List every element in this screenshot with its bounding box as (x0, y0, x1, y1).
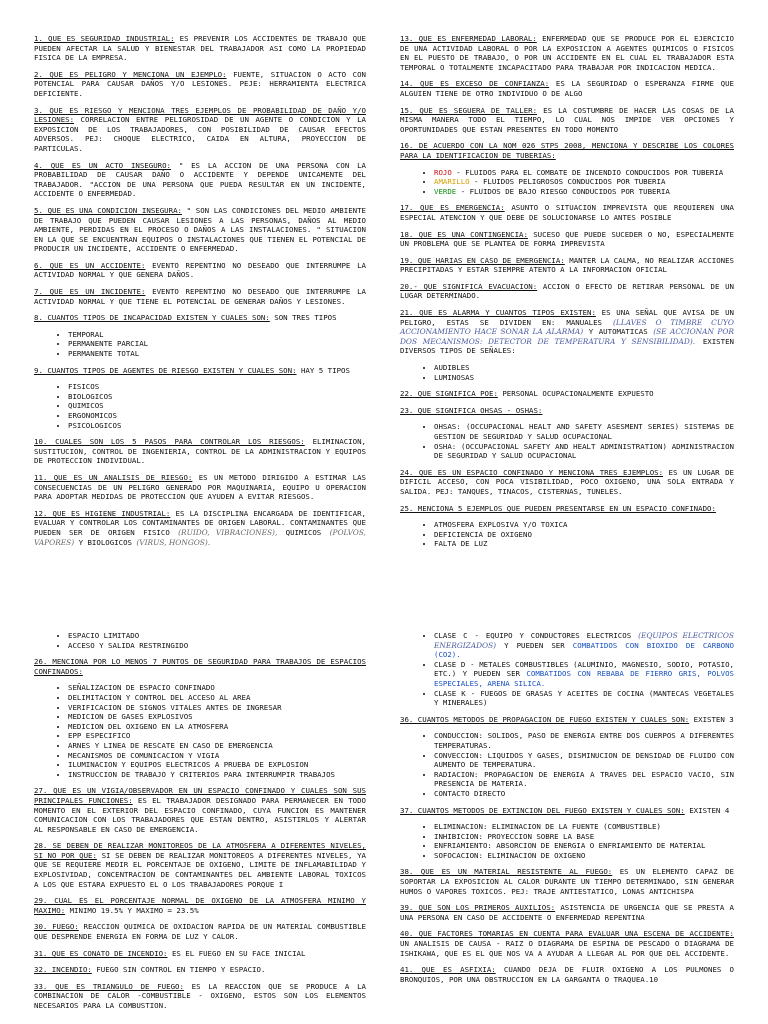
answer-note: (VIRUS, HONGOS). (136, 537, 211, 547)
list-item: • ILUMINACION Y EQUIPOS ELECTRICOS A PRUEBA DE EXPLOSION (68, 760, 366, 770)
bullet-list (400, 731, 734, 798)
list-item (434, 689, 734, 708)
question-heading: 17. QUE ES EMERGENCIA: (400, 203, 505, 213)
list-item: • MECANISMOS DE COMUNICACION Y VIGIA (68, 751, 366, 761)
list-item: • RADIACION: PROPAGACION DE ENERGIA A TRAVES DEL ESPACIO VACIO, SIN PRESENCIA DE MATERIA. (434, 770, 734, 789)
list-item: • BIOLOGICOS (68, 392, 366, 402)
question-heading: 36. CUANTOS METODOS DE PROPAGACION DE FUEGO EXISTEN Y CUALES SON: (400, 714, 690, 724)
question-heading: 2. QUE ES PELIGRO Y MENCIONA UN EJEMPLO: (34, 69, 227, 79)
fire-class-list (400, 631, 734, 708)
answer-text: ASUNTO O SITUACION IMPREVISTA QUE REQUIEREN UNA ESPECIAL ATENCION Y QUE DEBE DE SOLUCIONARSE LO ANTES POSIBLE (400, 203, 735, 222)
answer-text: ES UN ELEMENTO CAPAZ DE SOPORTAR LA EXPOSICION AL CALOR DURANTE UN TIEMPO DETERMINADO, SIN GENERAR HUMOS O VAPORES TOXICOS. PEJ: TRAJE ANTIESTATICO, LONAS ANTICHISPA (400, 867, 734, 896)
question-paragraph (34, 982, 366, 1011)
question-heading: 39. QUE SON LOS PRIMEROS AUXILIOS: (400, 903, 556, 913)
question-heading: 21. QUE ES ALARMA Y CUANTOS TIPOS EXISTEN: (400, 308, 596, 318)
answer-text: " SON LAS CONDICIONES DEL MEDIO AMBIENTE DE TRABAJO QUE PUEDEN CAUSAR LESIONES A LAS PERSONAS, DAÑOS AL MEDIO AMBIENTE, PERDIDAS EN EL PROCESO O DAÑOS A LAS INSTALACIONES. " SITUACION EN LA QUE SE ENCUENTRAN EQUIPOS O INSTALACIONES QUE TIENEN EL POTENCIAL DE PRODUCIR UN INCIDENTE, ACCIDENTE O ENFERMEDAD. (34, 205, 366, 254)
question-paragraph (34, 657, 366, 676)
question-heading: 33. QUE ES TRIANGULO DE FUEGO: (34, 981, 184, 991)
list-item (434, 660, 734, 689)
class-text: Y PUEDEN SER (496, 640, 573, 650)
question-heading: 28. SE DEBEN DE REALIZAR MONITOREOS DE LA ATMOSFERA A DIFERENTES NIVELES, SI NO POR QUE: (34, 841, 366, 860)
class-extinguish: COMBATIDOS CON BIOXIDO DE CARBONO (CO2). (434, 640, 734, 660)
question-heading: 18. QUE ES UNA CONTINGENCIA: (400, 229, 528, 239)
question-paragraph (34, 922, 366, 941)
answer-text: ES UN LUGAR DE DIFICIL ACCESO, CON POCA VISIBILIDAD, POCO OXIGENO, UNA SOLA ENTRADA Y SALIDA. PEJ: TANQUES, TINACOS, CISTERNAS, TUNELES. (400, 467, 734, 496)
list-item: • VERIFICACION DE SIGNOS VITALES ANTES DE INGRESAR (68, 703, 366, 713)
list-item: • ELIMINACION: ELIMINACION DE LA FUENTE (COMBUSTIBLE) (434, 822, 734, 832)
question-heading: 20.- QUE SIGNIFICA EVACUACION: (400, 281, 538, 291)
color-description: - FLUIDOS PARA EL COMBATE DE INCENDIO CONDUCIDOS POR TUBERIA (451, 167, 724, 177)
class-text: CLASE K - FUEGOS DE GRASAS Y ACEITES DE COCINA (MANTECAS VEGETALES Y MINERALES) (434, 688, 734, 708)
list-item: • OSHA: (OCCUPACIONAL SAFETY AND HEALT ADMINISTRATION) ADMINISTRACION DE SEGURIDAD Y SALUD OCUPACIONAL (434, 442, 734, 461)
list-item (434, 631, 734, 660)
question-heading: 6. QUE ES UN ACCIDENTE: (34, 260, 146, 270)
question-heading: 7. QUE ES UN INCIDENTE: (34, 287, 146, 297)
question-paragraph (400, 203, 734, 222)
list-item: • ATMOSFERA EXPLOSIVA Y/O TOXICA (434, 520, 734, 530)
color-description: - FLUIDOS DE BAJO RIESGO CONDUCIDOS POR TUBERIA (456, 186, 670, 196)
answer-text: Y BIOLOGICOS (74, 537, 137, 547)
list-item (434, 177, 734, 187)
list-item: • ACCESO Y SALIDA RESTRINGIDO (68, 641, 366, 651)
question-paragraph (400, 282, 734, 301)
bullet-list (34, 683, 366, 779)
answer-text: MANTER LA CALMA, NO REALIZAR ACCIONES PRECIPITADAS Y ESTAR SIEMPRE ATENTO A LA INFORMACION OFICIAL (400, 255, 734, 275)
question-paragraph (34, 34, 366, 63)
question-heading: 12. QUE ES HIGIENE INDUSTRIAL: (34, 508, 171, 518)
right-column-bottom (400, 628, 734, 991)
answer-text: PERSONAL OCUPACIONALMENTE EXPUESTO (497, 389, 654, 399)
question-paragraph (34, 437, 366, 466)
question-paragraph (34, 313, 366, 323)
list-item: • MEDICION DE GASES EXPLOSIVOS (68, 712, 366, 722)
list-item: • INSTRUCCION DE TRABAJO Y CRITERIOS PARA INTERRUMPIR TRABAJOS (68, 770, 366, 780)
answer-text: SI SE DEBEN DE REALIZAR MONITOREOS A DIFERENTES NIVELES, YA QUE SE REQUIERE MEDIR EL PORCENTAJE DE OXIGENO, LIMITE DE INFLAMABILIDAD Y EXPLOSIVIDAD, CONCENTRACION DE CONTAMINANTES DEL AMBIENTE LABORAL TOXICOS A LOS QUE ESTARA EXPUESTO EL O LOS TRABAJADORES PORQUE I (34, 850, 366, 889)
answer-text: ES LA SEGURIDAD O ESPERANZA FIRME QUE ALGUIEN TIENE DE OTRO INDIVIDUO O DE ALGO (400, 79, 735, 98)
answer-text: ENFERMEDAD QUE SE PRODUCE POR EL EJERCICIO DE UNA ACTIVIDAD LABORAL O POR LA EXPOSICION A AGENTES QUIMICOS O FISICOS EN EL PUESTO DE TRABAJO, O POR UN ACCIDENTE EN EL CUAL EL TRABAJADOR ESTA TEMPORAL O TOTALMENTE INCAPACITADO PARA TRABAJAR POR INDICACION MEDICA. (400, 34, 734, 72)
bullet-list (400, 822, 734, 860)
question-heading: 16. DE ACUERDO CON LA NOM 026 STPS 2008, MENCIONA Y DESCRIBE LOS COLORES PARA LA IDENTIFICACION DE TUBERIAS: (400, 141, 734, 160)
answer-text: CORRELACION ENTRE PELIGROSIDAD DE UN AGENTE O CONDICION Y LA EXPOSICION DE LOS TRABAJADORES, CON POSIBILIDAD DE CAUSAR EFECTOS ADVERSOS. PEJ: CHOQUE ELECTRICO, CAIDA EN ALTURA, PROYECCION DE PARTICULAS. (34, 115, 366, 153)
answer-text: SON TRES TIPOS (269, 313, 337, 323)
question-paragraph (34, 287, 366, 306)
question-heading: 14. QUE ES EXCESO DE CONFIANZA: (400, 79, 550, 89)
question-heading: 24. QUE ES UN ESPACIO CONFINADO Y MENCIONA TRES EJEMPLOS: (400, 467, 664, 477)
bullet-list (34, 330, 366, 359)
answer-text: Y AUTOMATICAS (583, 327, 654, 337)
question-paragraph (34, 106, 366, 154)
bullet-list (34, 382, 366, 430)
list-item: • ERGONOMICOS (68, 411, 366, 421)
list-item: • EPP ESPECIFICO (68, 731, 366, 741)
question-paragraph (400, 106, 734, 135)
question-heading: 41. QUE ES ASFIXIA: (400, 965, 496, 975)
answer-text: CUANDO DEJA DE FLUIR OXIGENO A LOS PULMONES O BRONQUIOS, POR UNA OBSTRUCCION EN LA GARGANTA O TRAQUEA.10 (400, 965, 734, 984)
answer-text: ACCION O EFECTO DE RETIRAR PERSONAL DE UN LUGAR DETERMINADO. (400, 281, 734, 301)
answer-note: (LLAVES O TIMBRE CUYO ACCIONAMIENTO HACE SONAR LA ALARMA) (400, 317, 734, 337)
question-heading: 23. QUE SIGNIFICA OHSAS - OSHAS: (400, 405, 543, 415)
question-paragraph (400, 867, 734, 896)
question-heading: 38. QUE ES UN MATERIAL RESISTENTE AL FUEGO: (400, 867, 613, 877)
question-paragraph (400, 389, 734, 399)
left-column-bottom (34, 628, 366, 1018)
question-heading: 1. QUE ES SEGURIDAD INDUSTRIAL: (34, 34, 175, 43)
question-paragraph (400, 903, 734, 922)
color-description: - FLUIDOS PELIGROSOS CONDUCIDOS POR TUBERIA (469, 177, 666, 187)
question-paragraph (34, 896, 366, 915)
question-paragraph (34, 261, 366, 280)
right-column-top (400, 34, 734, 556)
answer-text: EVENTO REPENTINO NO DESEADO QUE INTERRUMPE LA ACTIVIDAD NORMAL Y QUE TIENE EL POTENCIAL DE GENERAR DAÑOS Y LESIONES. (34, 287, 366, 306)
question-paragraph (34, 949, 366, 959)
question-heading: 11. QUE ES UN ANALISIS DE RIESGO: (34, 472, 193, 482)
class-extinguish: COMBATIDOS CON REBABA DE FIERRO GRIS, POLVOS ESPECIALES, ARENA SILICA. (434, 669, 735, 688)
left-column-top (34, 34, 366, 554)
color-name: VERDE (434, 186, 457, 196)
bullet-list (400, 422, 734, 460)
list-item (434, 187, 734, 197)
list-item: • ESPACIO LIMITADO (68, 631, 366, 641)
answer-text: ELIMINACION, SUSTITUCION, CONTROL DE INGENIERIA, CONTROL DE LA ADMINISTRACION Y EQUIPOS DE PROTECCION INDIVIDUAL. (34, 437, 366, 466)
question-paragraph (34, 841, 366, 889)
answer-text: ES UNA SEÑAL QUE AVISA DE UN PELIGRO, ESTAS SE DIVIDEN EN: MANUALES (400, 308, 734, 327)
question-heading: 31. QUE ES CONATO DE INCENDIO: (34, 948, 168, 958)
question-paragraph (400, 308, 734, 356)
list-item: • SEÑALIZACION DE ESPACIO CONFINADO (68, 683, 366, 693)
question-heading: 4. QUE ES UN ACTO INSEGURO: (34, 160, 172, 170)
question-paragraph (400, 715, 734, 725)
question-paragraph (34, 473, 366, 502)
question-heading: 3. QUE ES RIESGO Y MENCIONA TRES EJEMPLOS DE PROBABILIDAD DE DAÑO Y/O LESIONES: (34, 105, 366, 125)
question-paragraph (400, 230, 734, 249)
list-item: • DEFICIENCIA DE OXIGENO (434, 530, 734, 540)
color-name: AMARILLO (434, 177, 470, 187)
question-paragraph (400, 406, 734, 416)
list-item (434, 168, 734, 178)
question-heading: 30. FUEGO: (34, 922, 79, 932)
question-heading: 37. CUANTOS METODOS DE EXTINCION DEL FUEGO EXISTEN Y CUALES SON: (400, 805, 685, 815)
list-item: • CONDUCCION: SOLIDOS, PASO DE ENERGIA ENTRE DOS CUERPOS A DIFERENTES TEMPERATURAS. (434, 731, 734, 750)
list-item: • LUMINOSAS (434, 373, 734, 383)
question-heading: 5. QUE ES UNA CONDICION INSEGURA: (34, 205, 182, 215)
list-item: • INHIBICION: PROYECCION SOBRE LA BASE (434, 832, 734, 842)
bullet-list (400, 363, 734, 382)
question-paragraph (400, 504, 734, 514)
answer-text: EVENTO REPENTINO NO DESEADO QUE INTERRUMPE LA ACTIVIDAD NORMAL Y QUE GENERA DAÑOS. (34, 260, 366, 280)
question-heading: 29. CUAL ES EL PORCENTAJE NORMAL DE OXIGENO DE LA ATMOSFERA MINIMO Y MAXIMO: (34, 896, 366, 915)
list-item: • OHSAS: (OCCUPACIONAL HEALT AND SAFETY ASESMENT SERIES) SISTEMAS DE GESTION DE SEGURIDAD Y SALUD OCUPACIONAL (434, 422, 734, 441)
question-paragraph (34, 366, 366, 376)
class-text: CLASE C - EQUIPO Y CONDUCTORES ELECTRICOS (434, 631, 639, 640)
question-paragraph (400, 79, 734, 98)
list-item: • PSICOLOGICOS (68, 421, 366, 431)
answer-text: ES UN METODO DIRIGIDO A ESTIMAR LAS CONSECUENCIAS DE UN PELIGRO GENERADO POR MAQUINARIA, EQUIPO U OPERACION PARA ADOPTAR MEDIDAS DE PROTECCION QUE AYUDEN A EVITAR RIESGOS. (34, 472, 366, 502)
class-note: (EQUIPOS ELECTRICOS ENERGIZADOS) (434, 631, 734, 650)
list-item: • FALTA DE LUZ (434, 539, 734, 549)
answer-text: ES LA DISCIPLINA ENCARGADA DE IDENTIFICAR, EVALUAR Y CONTROLAR LOS CONTAMINANTES DE ORIGEN LABORAL. CONTAMINANTES QUE PUEDEN SER DE ORIGEN FISICO (34, 508, 366, 537)
answer-text: FUEGO SIN CONTROL EN TIEMPO Y ESPACIO. (91, 965, 266, 975)
list-item: • SOFOCACION: ELIMINACION DE OXIGENO (434, 851, 734, 861)
answer-text: MINIMO 19.5% Y MAXIMO = 23.5% (65, 905, 199, 915)
question-paragraph (400, 806, 734, 816)
list-item: • CONVECCION: LIQUIDOS Y GASES, DISMINUCION DE DENSIDAD DE FLUIDO CON AUMENTO DE TEMPERATURA. (434, 751, 734, 770)
answer-text: ES EL FUEGO EN SU FACE INICIAL (167, 948, 306, 958)
question-heading: 27. QUE ES UN VIGIA/OBSERVADOR EN UN ESPACIO CONFINADO Y CUALES SON SUS PRINCIPALES FUNCIONES: (34, 786, 366, 805)
color-list (400, 168, 734, 197)
question-paragraph (400, 965, 734, 984)
list-item: • PERMANENTE TOTAL (68, 349, 366, 359)
question-heading: 9. CUANTOS TIPOS DE AGENTES DE RIESGO EXISTEN Y CUALES SON: (34, 365, 297, 375)
question-heading: 15. QUE ES SEGUERA DE TALLER: (400, 105, 538, 115)
answer-text: UN ANALISIS DE CAUSA - RAIZ O DIAGRAMA DE ESPINA DE PESCADO O DIAGRAMA DE ISHIKAWA, QUE ES EL QUE NOS VA A AYUDAR A LLEGAR AL POR QUE DEL ACCIDENTE. (400, 939, 734, 958)
answer-text: ES EL TRABAJADOR DESIGNADO PARA PERMANECER EN TODO MOMENTO EN EL EXTERIOR DEL ESPACIO CONFINADO, CUYA FUNCION ES MANTENER COMUNICACION CON LOS TRABAJADORES QUE ESTAN DENTRO, ASISTIRLOS Y ALERTAR AL RESPONSABLE EN CASO DE EMERGENCIA. (34, 795, 366, 834)
list-item: • ENFRIAMIENTO: ABSORCION DE ENERGIA O ENFRIAMIENTO DE MATERIAL (434, 841, 734, 851)
answer-text: EXISTEN 3 (689, 714, 734, 724)
question-paragraph (34, 509, 366, 547)
question-heading: 26. MENCIONA POR LO MENOS 7 PUNTOS DE SEGURIDAD PARA TRABAJOS DE ESPACIOS CONFINADOS: (34, 657, 366, 676)
list-item: • AUDIBLES (434, 363, 734, 373)
question-heading: 13. QUE ES ENFERMEDAD LABORAL: (400, 34, 537, 43)
answer-text: ASISTENCIA DE URGENCIA QUE SE PRESTA A UNA PERSONA EN CASO DE ACCIDENTE O ENFERMEDAD REPENTINA (400, 903, 734, 922)
question-heading: 22. QUE SIGNIFICA POE: (400, 389, 498, 399)
question-paragraph (400, 34, 734, 72)
answer-text: EXISTEN 4 (684, 805, 730, 815)
color-name: ROJO (434, 167, 452, 177)
answer-note: (RUIDO, VIBRACIONES), (178, 527, 278, 537)
bullet-list (400, 520, 734, 549)
question-paragraph (400, 256, 734, 275)
question-heading: 10. CUALES SON LOS 5 PASOS PARA CONTROLAR LOS RIESGOS: (34, 437, 305, 447)
list-item: • PERMANENTE PARCIAL (68, 339, 366, 349)
answer-text: QUIMICOS (277, 527, 330, 537)
list-item: • TEMPORAL (68, 330, 366, 340)
bullet-list (34, 631, 366, 650)
list-item: • DELIMITACION Y CONTROL DEL ACCESO AL AREA (68, 693, 366, 703)
question-paragraph (34, 206, 366, 254)
list-item: • FISICOS (68, 382, 366, 392)
list-item: • ARNES Y LINEA DE RESCATE EN CASO DE EMERGENCIA (68, 741, 366, 751)
question-heading: 40. QUE FACTORES TOMARIAS EN CUENTA PARA EVALUAR UNA ESCENA DE ACCIDENTE: (400, 929, 734, 939)
question-paragraph (34, 965, 366, 975)
answer-note: (POLVOS, VAPORES) (34, 527, 366, 547)
question-paragraph (34, 161, 366, 199)
list-item: • QUIMICOS (68, 401, 366, 411)
question-paragraph (400, 141, 734, 160)
class-text: CLASE D - METALES COMBUSTIBLES (ALUMINIO, MAGNESIO, SODIO, POTASIO, ETC.) Y PUEDEN SER (434, 659, 734, 679)
list-item: • MEDICION DEL OXIGENO EN LA ATMOSFERA (68, 722, 366, 732)
question-paragraph (400, 929, 734, 958)
answer-text: EXISTEN DIVERSOS TIPOS DE SEÑALES: (400, 336, 734, 356)
list-item: • CONTACTO DIRECTO (434, 789, 734, 799)
answer-text: ES LA REACCION QUE SE PRODUCE A LA COMBINACION DE CALOR -COMBUSTIBLE - OXIGENO, ESTOS SON LOS ELEMENTOS NECESARIOS PARA LA COMBUSTION. (34, 981, 366, 1010)
question-heading: 19. QUE HARIAS EN CASO DE EMERGENCIA: (400, 255, 565, 265)
question-heading: 32. INCENDIO: (34, 965, 92, 975)
answer-text: REACCION QUIMICA DE OXIDACION RAPIDA DE UN MATERIAL COMBUSTIBLE QUE DESPRENDE ENERGIA EN FORMA DE LUZ Y CALOR. (34, 922, 366, 942)
answer-text: ES PREVENIR LOS ACCIDENTES DE TRABAJO QUE PUEDEN AFECTAR LA SALUD Y BIENESTAR DEL TRABAJADOR ASI COMO LA PROPIEDAD FISICA DE LA EMPRESA. (34, 34, 366, 63)
question-heading: 25. MENCIONA 5 EJEMPLOS QUE PUEDEN PRESENTARSE EN UN ESPACIO CONFINADO: (400, 503, 716, 513)
answer-text: " ES LA ACCION DE UNA PERSONA CON LA PROBABILIDAD DE CAUSAR DAÑO O ACCIDENTE Y DEPENDE UNICAMENTE DEL TRABAJADOR. "ACCION DE UNA PERSONA QUE PUEDA RESULTAR EN UN INCIDENTE, ACCIDENTE O ENFERMEDAD. (34, 160, 367, 199)
answer-text: HAY 5 TIPOS (296, 365, 350, 375)
question-paragraph (400, 468, 734, 497)
question-heading: 8. CUANTOS TIPOS DE INCAPACIDAD EXISTEN Y CUALES SON: (34, 313, 270, 323)
answer-note: (SE ACCIONAN POR DOS MECANISMOS: DETECTOR DE TEMPERATURA Y SENSIBILIDAD). (400, 327, 734, 346)
answer-text: SUCESO QUE PUEDE SUCEDER O NO, ESPECIALMENTE UN PROBLEMA QUE SE PLANTEA DE FORMA IMPREVISTA (400, 229, 735, 249)
answer-text: ES LA COSTUMBRE DE HACER LAS COSAS DE LA MISMA MANERA TODO EL TIEMPO, LO CUAL NOS IMPIDE VER OPCIONES Y OPORTUNIDADES QUE ESTAN PRESENTES EN TODO MOMENTO (400, 105, 734, 134)
question-paragraph (34, 786, 366, 834)
answer-text: FUENTE, SITUACION O ACTO CON POTENCIAL PARA CAUSAR DAÑOS Y/O LESIONES. PEJE: HERRAMIENTA ELECTRICA DEFICIENTE. (34, 69, 366, 98)
question-paragraph (34, 70, 366, 99)
